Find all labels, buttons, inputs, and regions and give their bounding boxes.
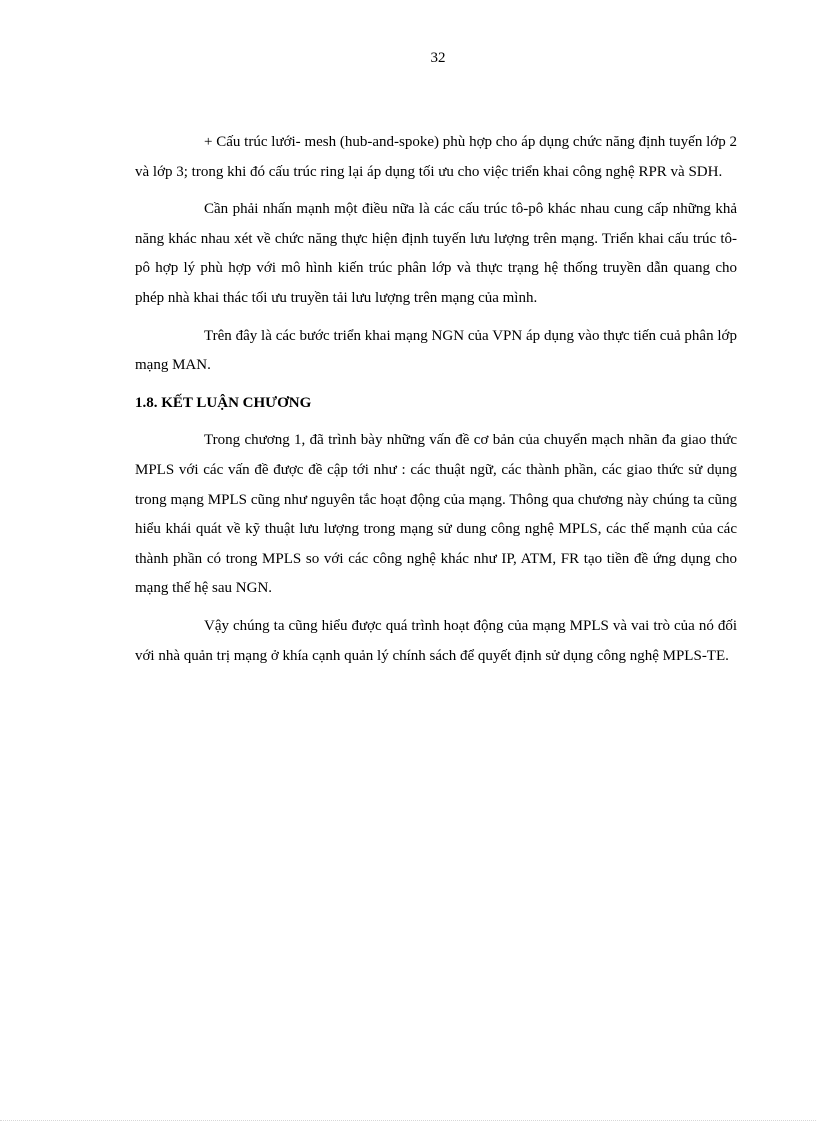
- document-body: [135, 128, 737, 679]
- paragraph-conclusion: Vậy chúng ta cũng hiểu được quá trình hoạt động của mạng MPLS và vai trò của nó đối với nhà quản trị mạng ở khía cạnh quản lý chính sách để quyết định sử dụng công nghệ MPLS-TE.: [135, 617, 737, 664]
- page-bottom-border: [0, 1120, 816, 1121]
- page-number: 32: [430, 50, 446, 66]
- paragraph-ngn-steps: Trên đây là các bước triển khai mạng NGN của VPN áp dụng vào thực tiến cuả phân lớp mạng MAN.: [135, 327, 737, 374]
- paragraph-mesh-structure: + Cấu trúc lưới- mesh (hub-and-spoke) phù hợp cho áp dụng chức năng định tuyến lớp 2 và lớp 3; trong khi đó cấu trúc ring lại áp dụng tối ưu cho việc triển khai công nghệ RPR và SDH.: [135, 134, 737, 180]
- paragraph-topology: Cần phải nhấn mạnh một điều nữa là các cấu trúc tô-pô khác nhau cung cấp những khả năng khác nhau xét về chức năng thực hiện định tuyến lưu lượng trên mạng. Triển khai cấu trúc tô-pô hợp lý phù hợp với mô hình kiến trúc phân lớp và thực trạng hệ thống truyền dẫn quang cho phép nhà khai thác tối ưu truyền tải lưu lượng trên mạng của mình.: [135, 201, 737, 306]
- section-heading: 1.8. KẾT LUẬN CHƯƠNG: [135, 394, 312, 411]
- paragraph-chapter-summary: Trong chương 1, đã trình bày những vấn đề cơ bản của chuyển mạch nhãn đa giao thức MPLS với các vấn đề được đề cập tới như : các thuật ngữ, các thành phần, các giao thức sử dụng trong mạng MPLS cũng như nguyên tắc hoạt động của mạng. Thông qua chương này chúng ta cũng hiểu khái quát về kỹ thuật lưu lượng trong mạng sử dung công nghệ MPLS, các thế mạnh của các thành phần có trong MPLS so với các công nghệ khác như IP, ATM, FR tạo tiền đề ứng dụng cho mạng thế hệ sau NGN.: [135, 432, 737, 597]
